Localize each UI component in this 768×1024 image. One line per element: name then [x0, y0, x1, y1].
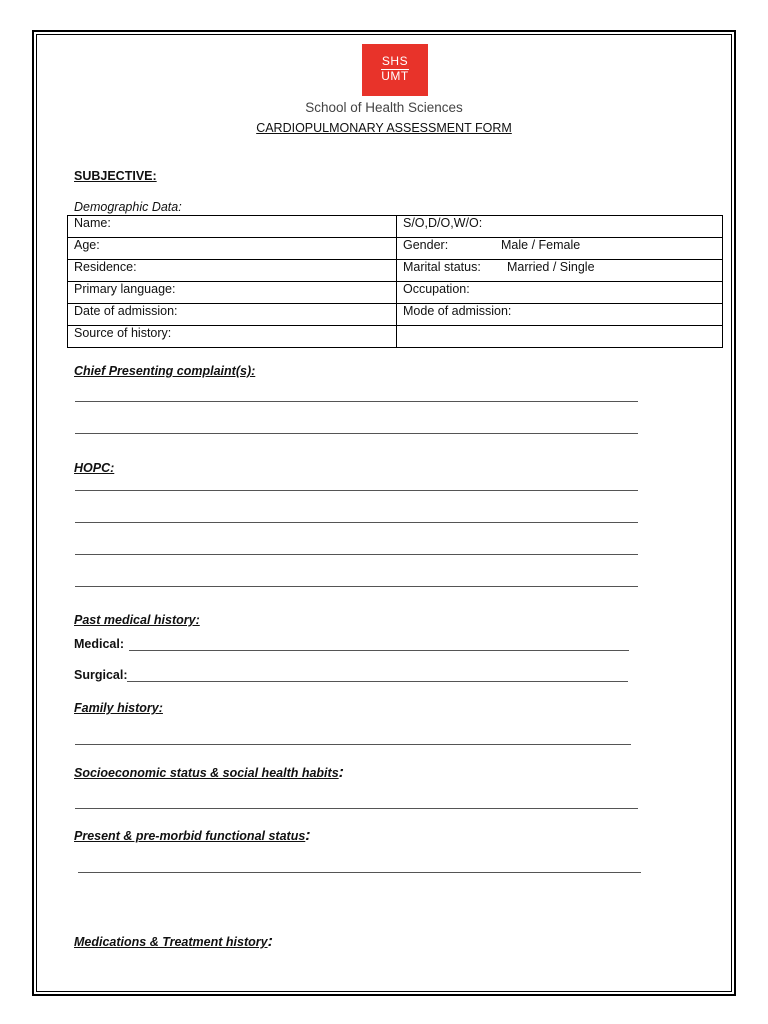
medications-heading-text: Medications & Treatment history	[74, 935, 268, 949]
functional-status-line[interactable]	[78, 872, 641, 873]
gender-cell[interactable]	[397, 238, 723, 260]
hopc-line-2[interactable]	[75, 522, 638, 523]
table-row	[68, 216, 723, 238]
socioeconomic-line[interactable]	[75, 808, 638, 809]
school-name: School of Health Sciences	[305, 100, 463, 115]
mode-of-admission-field[interactable]: Mode of admission:	[397, 304, 723, 326]
marital-status-label: Marital status:	[403, 260, 481, 274]
chief-complaint-line-1[interactable]	[75, 401, 638, 402]
logo-line-2: UMT	[381, 69, 409, 83]
functional-status-heading-text: Present & pre-morbid functional status	[74, 829, 306, 843]
family-history-line[interactable]	[75, 744, 631, 745]
subjective-heading: SUBJECTIVE:	[74, 169, 157, 183]
demographic-table	[67, 215, 723, 348]
table-row	[68, 282, 723, 304]
gender-label: Gender:	[403, 238, 449, 252]
date-of-admission-field[interactable]: Date of admission:	[68, 304, 397, 326]
table-row	[68, 238, 723, 260]
hopc-heading: HOPC:	[74, 461, 115, 475]
table-row	[68, 304, 723, 326]
source-of-history-field[interactable]: Source of history:	[68, 326, 397, 348]
hopc-line-1[interactable]	[75, 490, 638, 491]
logo-line-1: SHS	[381, 54, 409, 68]
hopc-line-3[interactable]	[75, 554, 638, 555]
medical-line[interactable]	[129, 650, 629, 651]
socioeconomic-colon: :	[338, 764, 344, 781]
functional-status-heading	[74, 827, 311, 845]
marital-status-options[interactable]: Married / Single	[507, 260, 595, 274]
primary-language-field[interactable]: Primary language:	[68, 282, 397, 304]
family-history-heading: Family history:	[74, 701, 163, 715]
shs-umt-logo	[362, 44, 428, 96]
empty-cell[interactable]	[397, 326, 723, 348]
medications-colon: :	[267, 933, 273, 950]
demographic-heading: Demographic Data:	[74, 200, 182, 214]
age-field[interactable]: Age:	[68, 238, 397, 260]
occupation-field[interactable]: Occupation:	[397, 282, 723, 304]
functional-status-colon: :	[305, 827, 311, 844]
gender-options[interactable]: Male / Female	[501, 238, 581, 252]
socioeconomic-heading-text: Socioeconomic status & social health habits	[74, 766, 339, 780]
medications-heading	[74, 933, 273, 951]
relation-field[interactable]: S/O,D/O,W/O:	[397, 216, 723, 238]
chief-complaint-line-2[interactable]	[75, 433, 638, 434]
medical-label: Medical:	[74, 637, 125, 651]
marital-status-cell[interactable]	[397, 260, 723, 282]
residence-field[interactable]: Residence:	[68, 260, 397, 282]
surgical-label: Surgical:	[74, 668, 128, 682]
name-field[interactable]: Name:	[68, 216, 397, 238]
form-title: CARDIOPULMONARY ASSESSMENT FORM	[256, 121, 512, 135]
chief-complaint-heading: Chief Presenting complaint(s):	[74, 364, 256, 378]
past-medical-history-heading: Past medical history:	[74, 613, 200, 627]
hopc-line-4[interactable]	[75, 586, 638, 587]
table-row	[68, 326, 723, 348]
socioeconomic-heading	[74, 764, 344, 782]
table-row	[68, 260, 723, 282]
surgical-line[interactable]	[127, 681, 628, 682]
